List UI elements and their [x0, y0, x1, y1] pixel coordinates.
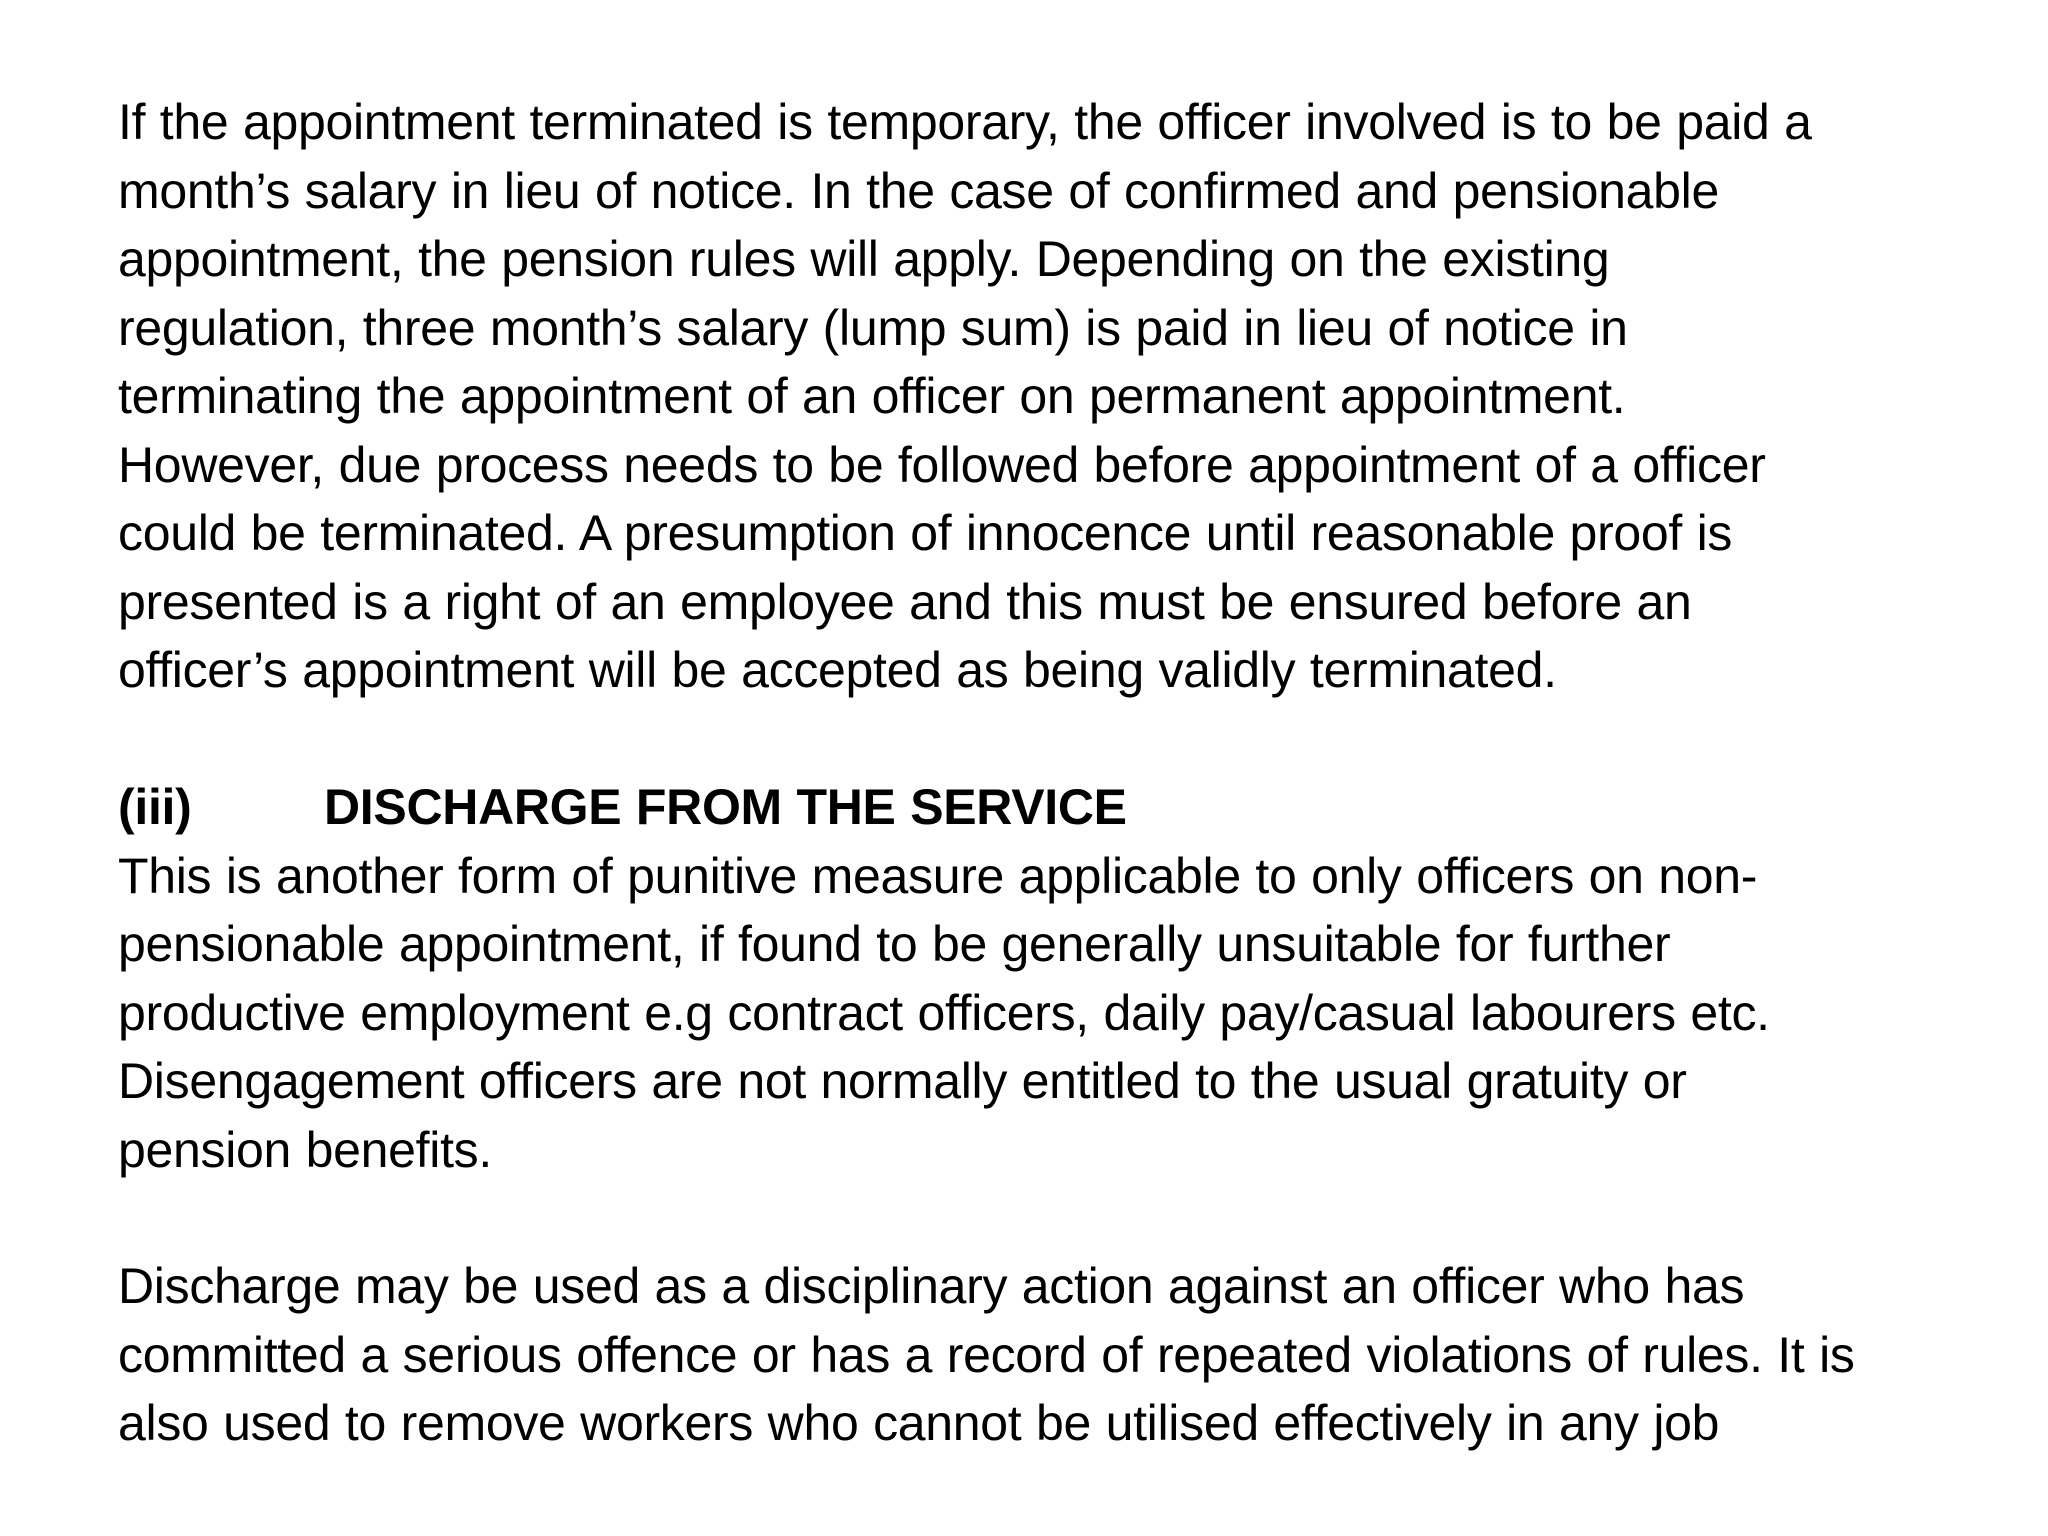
section-discharge — [118, 773, 1998, 1184]
text-line: appointment, the pension rules will apply. Depending on the existing — [118, 231, 1610, 287]
text-line: presented is a right of an employee and this must be ensured before an — [118, 573, 1692, 630]
paragraph-discharge-usage — [118, 1252, 1998, 1458]
section-number: (iii) — [118, 779, 192, 835]
text-line: Discharge may be used as a disciplinary action against an officer who has — [118, 1258, 1745, 1314]
section-heading — [118, 773, 1998, 842]
text-line: If the appointment terminated is temporary, the officer involved is to be paid a — [118, 94, 1812, 150]
text-line: regulation, three month’s salary (lump sum) is paid in lieu of notice in — [118, 299, 1628, 356]
text-line: also used to remove workers who cannot be utilised effectively in any job — [118, 1395, 1720, 1451]
text-line: Disengagement officers are not normally entitled to the usual gratuity or — [118, 1053, 1687, 1109]
text-line: month’s salary in lieu of notice. In the case of confirmed and pensionable — [118, 162, 1719, 219]
text-line: pensionable appointment, if found to be generally unsuitable for further — [118, 916, 1671, 972]
text-line: officer’s appointment will be accepted as being validly terminated. — [118, 642, 1557, 698]
section-title: DISCHARGE FROM THE SERVICE — [324, 779, 1127, 835]
paragraph-termination — [118, 88, 1998, 705]
text-line: terminating the appointment of an officer on permanent appointment. — [118, 368, 1626, 424]
text-line: However, due process needs to be followed before appointment of a officer — [118, 436, 1766, 493]
text-line: committed a serious offence or has a record of repeated violations of rules. It is — [118, 1326, 1855, 1383]
text-line: could be terminated. A presumption of innocence until reasonable proof is — [118, 505, 1733, 561]
text-line: This is another form of punitive measure applicable to only officers on non- — [118, 847, 1758, 904]
text-line: pension benefits. — [118, 1121, 492, 1178]
text-line: productive employment e.g contract officers, daily pay/casual labourers etc. — [118, 984, 1770, 1041]
